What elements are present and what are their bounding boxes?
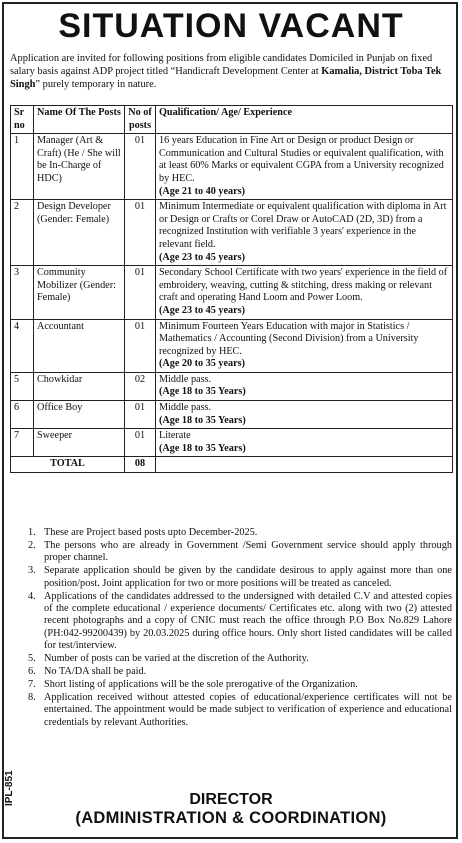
header-no-of-posts: No of posts (125, 106, 156, 134)
table-total-row (11, 457, 453, 473)
note-number: 1. (28, 527, 36, 538)
header-sr-no: Sr no (11, 106, 34, 134)
table-row (11, 266, 453, 319)
row-qualification (156, 200, 453, 266)
row-post-name: Chowkidar (34, 372, 125, 400)
table-row (11, 401, 453, 429)
list-item (28, 527, 452, 539)
row-post-name: Office Boy (34, 401, 125, 429)
row-no-of-posts: 01 (125, 429, 156, 457)
row-sr: 2 (11, 200, 34, 266)
list-item (28, 540, 452, 565)
row-qualification-text: Middle pass. (159, 373, 212, 385)
header-post-name: Name Of The Posts (34, 106, 125, 134)
intro-text-part1: Application are invited for following positions from eligible candidates Domiciled in Punjab on fixed salary basis against ADP project titled “Handicraft Development Center at (10, 53, 433, 77)
signature-block (0, 790, 462, 828)
row-qualification (156, 429, 453, 457)
row-qualification (156, 319, 453, 372)
table-row (11, 134, 453, 200)
table-row (11, 372, 453, 400)
row-qualification-text: Literate (159, 430, 191, 442)
row-qualification (156, 266, 453, 319)
total-empty-cell (156, 457, 453, 473)
note-number: 2. (28, 539, 36, 551)
page-title: SITUATION VACANT (58, 7, 404, 45)
row-no-of-posts: 01 (125, 266, 156, 319)
total-value: 08 (125, 457, 156, 473)
row-sr: 5 (11, 372, 34, 400)
posts-table (10, 105, 453, 473)
note-number: 7. (28, 678, 36, 690)
note-text: No TA/DA shall be paid. (44, 665, 147, 677)
note-text: Number of posts can be varied at the discretion of the Authority. (44, 653, 309, 665)
row-no-of-posts: 01 (125, 200, 156, 266)
list-item (28, 692, 452, 729)
row-qualification (156, 401, 453, 429)
publication-code: IPL-851 (4, 770, 15, 806)
signature-subtitle: (ADMINISTRATION & COORDINATION) (75, 809, 387, 827)
row-age: (Age 23 to 45 years) (159, 304, 246, 316)
note-text: Short listing of applications will be the sole prerogative of the Organization. (44, 678, 358, 690)
total-label: TOTAL (11, 457, 125, 473)
row-no-of-posts: 01 (125, 319, 156, 372)
row-sr: 7 (11, 429, 34, 457)
note-text: Applications of the candidates addressed to the undersigned with detailed C.V and attested copies of the complete educational / experience documents/ Certificates etc. along with two (2) attested recent photographs and a copy of CNIC must reach the office through P.O Box No.829 Lahore (PH:042-99200439) by 20.03.2025 during office hours. Only short listed candidates will be called for test/interview. (44, 590, 452, 652)
row-no-of-posts: 01 (125, 134, 156, 200)
row-post-name: Accountant (34, 319, 125, 372)
row-age: (Age 18 to 35 Years) (159, 386, 246, 398)
list-item (28, 666, 452, 678)
row-age: (Age 23 to 45 years) (159, 251, 246, 263)
row-age: (Age 18 to 35 Years) (159, 414, 246, 426)
note-text: Separate application should be given by the candidate desirous to apply against more than one position/post. Joint application for two or more positions will be treated as canceled. (44, 565, 452, 589)
row-post-name: Manager (Art & Craft) (He / She will be In-Charge of HDC) (34, 134, 125, 200)
list-item (28, 679, 452, 691)
row-qualification-text: Minimum Intermediate or equivalent qualification with diploma in Art or Design or Crafts or Corel Draw or AutoCAD (2D, 3D) from a recognized Institution with verifiable 3 years' experience in the relevant field. (159, 201, 447, 250)
list-item (28, 653, 452, 665)
note-number: 8. (28, 691, 36, 703)
row-no-of-posts: 01 (125, 401, 156, 429)
row-sr: 3 (11, 266, 34, 319)
row-qualification-text: Minimum Fourteen Years Education with major in Statistics / Mathematics / Accounting (Second Division) from a University recognized by HEC. (159, 320, 419, 357)
row-age: (Age 20 to 35 years) (159, 358, 246, 370)
intro-text-part2: ” purely temporary in nature. (35, 79, 157, 90)
row-qualification (156, 134, 453, 200)
intro-location: Kamalia, District Toba Tek Singh (10, 66, 442, 90)
list-item (28, 591, 452, 653)
row-age: (Age 18 to 35 Years) (159, 442, 246, 454)
list-item (28, 565, 452, 590)
row-qualification-text: Middle pass. (159, 402, 212, 414)
signature-title: DIRECTOR (189, 791, 273, 808)
note-text: The persons who are already in Government /Semi Government service should apply through proper channel. (44, 539, 452, 564)
row-no-of-posts: 02 (125, 372, 156, 400)
header-qualification: Qualification/ Age/ Experience (156, 106, 453, 134)
row-qualification-text: Secondary School Certificate with two years' experience in the field of embroidery, weaving, cutting & stitching, dress making or relevant craft and operating Hand Loom and Power Loom. (159, 267, 448, 304)
table-header-row (11, 106, 453, 134)
row-qualification (156, 372, 453, 400)
table-row (11, 319, 453, 372)
note-text: These are Project based posts upto December-2025. (44, 527, 258, 538)
row-qualification-text: 16 years Education in Fine Art or Design or product Design or Communication and Cultural Studies or equivalent qualification, with at least 60% Marks or equivalent CGPA from a University recognized by HEC. (159, 135, 444, 184)
note-number: 6. (28, 665, 36, 677)
row-sr: 4 (11, 319, 34, 372)
table-row (11, 200, 453, 266)
row-sr: 1 (11, 134, 34, 200)
row-post-name: Design Developer (Gender: Female) (34, 200, 125, 266)
row-post-name: Community Mobilizer (Gender: Female) (34, 266, 125, 319)
intro-paragraph (10, 52, 452, 91)
row-post-name: Sweeper (34, 429, 125, 457)
row-age: (Age 21 to 40 years) (159, 185, 246, 197)
note-number: 3. (28, 565, 36, 577)
note-number: 4. (28, 590, 36, 602)
terms-list (28, 527, 452, 730)
note-number: 5. (28, 653, 36, 665)
table-row (11, 429, 453, 457)
note-text: Application received without attested copies of educational/experience certificates will not be entertained. The appointment would be made subject to verification of experience and educational credentials by relevant Authorities. (44, 691, 452, 728)
row-sr: 6 (11, 401, 34, 429)
